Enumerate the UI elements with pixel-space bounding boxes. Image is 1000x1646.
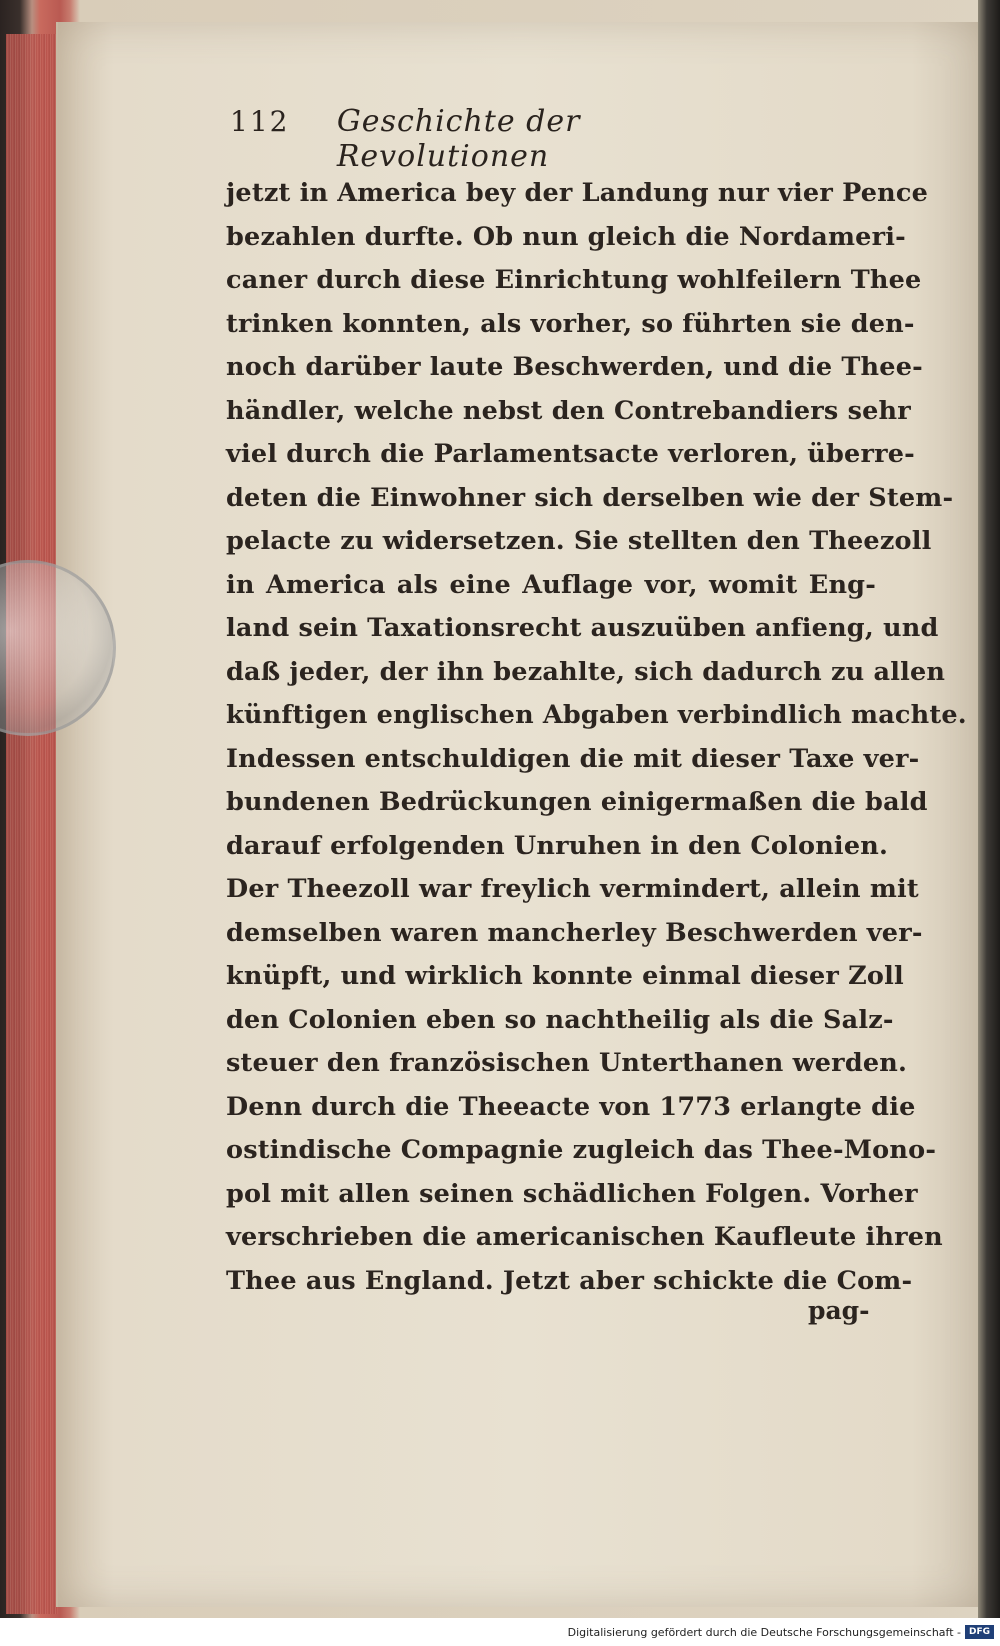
- text-line: deten die Einwohner sich derselben wie der Stem-: [226, 482, 954, 513]
- text-line: daß jeder, der ihn bezahlte, sich dadurch zu allen: [226, 656, 946, 687]
- page-number: 112: [230, 105, 290, 138]
- book-spine-edge: [978, 0, 1000, 1618]
- text-line: bezahlen durfte. Ob nun gleich die Nordameri-: [226, 221, 906, 252]
- digitization-footer: [0, 1618, 1000, 1646]
- text-line: verschrieben die americanischen Kaufleute ihren: [226, 1222, 943, 1252]
- text-line: bundenen Bedrückungen einigermaßen die bald: [226, 787, 928, 817]
- text-line: Indessen entschuldigen die mit dieser Taxe ver-: [226, 743, 920, 774]
- text-line: Thee aus England. Jetzt aber schickte die Com-: [226, 1265, 913, 1296]
- book-page-edges: [6, 34, 58, 1614]
- text-line: viel durch die Parlamentsacte verloren, überre-: [226, 439, 915, 469]
- text-line: in America als eine Auflage vor, womit Eng-: [226, 569, 876, 600]
- text-line: jetzt in America bey der Landung nur vier Pence: [226, 178, 929, 208]
- text-line: knüpft, und wirklich konnte einmal dieser Zoll: [226, 961, 904, 991]
- text-line: trinken konnten, als vorher, so führten sie den-: [226, 308, 915, 339]
- text-line: noch darüber laute Beschwerden, und die Thee-: [226, 352, 923, 382]
- text-line: pol mit allen seinen schädlichen Folgen. Vorher: [226, 1178, 918, 1209]
- text-line: steuer den französischen Unterthanen werden.: [226, 1048, 908, 1078]
- text-line: ostindische Compagnie zugleich das Thee-Mono-: [226, 1135, 937, 1165]
- text-line: Der Theezoll war freylich vermindert, allein mit: [226, 874, 919, 904]
- text-line: händler, welche nebst den Contrebandiers sehr: [226, 395, 911, 426]
- footer-credit: Digitalisierung gefördert durch die Deutsche Forschungsgemeinschaft -: [567, 1625, 961, 1639]
- text-line: künftigen englischen Abgaben verbindlich machte.: [226, 700, 967, 730]
- running-head: Geschichte der Revolutionen: [336, 104, 581, 174]
- page-header: [230, 104, 790, 174]
- text-line: pelacte zu widersetzen. Sie stellten den Theezoll: [226, 526, 932, 556]
- catchword: pag-: [808, 1296, 870, 1325]
- text-line: Denn durch die Theeacte von 1773 erlangte die: [226, 1091, 916, 1122]
- text-line: caner durch diese Einrichtung wohlfeilern Thee: [226, 265, 922, 295]
- dfg-logo: DFG: [965, 1625, 994, 1639]
- text-line: darauf erfolgenden Unruhen in den Colonien.: [226, 830, 889, 861]
- text-line: land sein Taxationsrecht auszuüben anfieng, und: [226, 613, 939, 643]
- text-line: den Colonien eben so nachtheilig als die Salz-: [226, 1004, 894, 1035]
- body-text: [226, 172, 967, 1303]
- text-line: demselben waren mancherley Beschwerden ver-: [226, 917, 923, 948]
